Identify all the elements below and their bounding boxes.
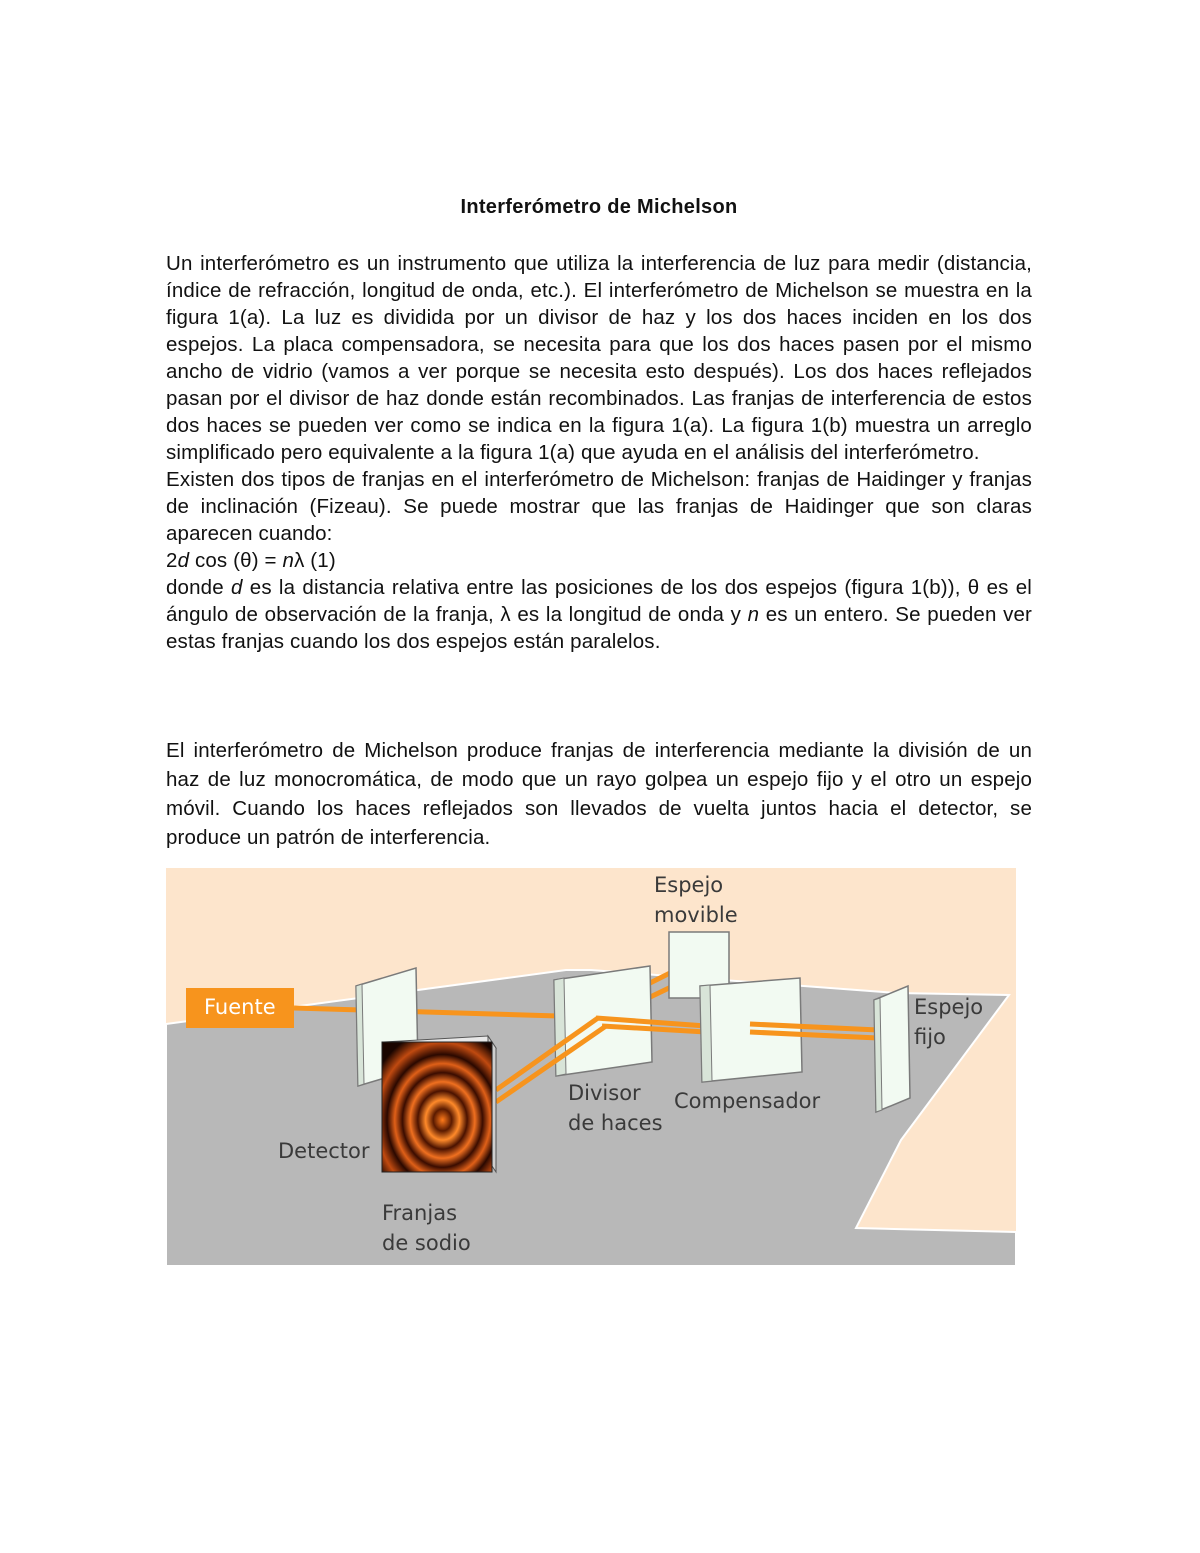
variable-n: n [747,603,760,626]
paragraph-variables [166,574,1032,655]
label-beam-splitter-1: Divisor [568,1081,641,1105]
equation-part: λ (1) [294,549,336,572]
paragraph-michelson-summary: El interferómetro de Michelson produce franjas de interferencia mediante la división de un haz de luz monocromática, de modo que un rayo golpea un espejo fijo y el otro un espejo móvil. Cuando los haces reflejados son llevados de vuelta juntos hacia el detector, se produce un patrón de interferencia. [166,739,1032,849]
text-run: donde [166,576,231,599]
variable-d: d [230,576,243,599]
equation-var-d: d [177,549,190,572]
michelson-interferometer-figure [166,868,1016,1266]
equation-part: cos (θ) = [189,549,283,572]
detector-fringe-pattern [382,1042,492,1172]
label-movable-mirror-1: Espejo [654,873,724,897]
document-body-2 [166,736,1032,852]
figure-illustration [166,868,1016,1266]
paragraph-fringe-types: Existen dos tipos de franjas en el interferómetro de Michelson: franjas de Haidinger y franjas de inclinación (Fizeau). Se puede mostrar que las franjas de Haidinger que son claras aparecen cuando: [166,468,1032,545]
label-fringes-2: de sodio [382,1231,471,1255]
label-beam-splitter-2: de haces [568,1111,663,1135]
equation-part: 2 [166,549,178,572]
label-compensator: Compensador [674,1089,821,1113]
label-source: Fuente [204,995,276,1019]
label-detector: Detector [278,1139,370,1163]
label-fringes-1: Franjas [382,1201,458,1225]
equation-haidinger [166,547,1032,574]
label-movable-mirror-2: movible [654,903,738,927]
text-run: es un entero. Se pueden ver estas franjas cuando los dos espejos están paralelos. [166,603,1033,653]
document-title: Interferómetro de Michelson [460,196,738,218]
paragraph-intro: Un interferómetro es un instrumento que utiliza la interferencia de luz para medir (distancia, índice de refracción, longitud de onda, etc.). El interferómetro de Michelson se muestra en la figura 1(a). La luz es dividida por un divisor de haz y los dos haces inciden en los dos espejos. La placa compensadora, se necesita para que los dos haces pasen por el mismo ancho de vidrio (vamos a ver porque se necesita esto después). Los dos haces reflejados pasan por el divisor de haz donde están recombinados. Las franjas de interferencia de estos dos haces se pueden ver como se indica en la figura 1(a). La figura 1(b) muestra un arreglo simplificado pero equivalente a la figura 1(a) que ayuda en el análisis del interferómetro. [166,252,1032,464]
compensator-plate-edge [700,985,712,1082]
label-fixed-mirror-2: fijo [914,1025,946,1049]
label-fixed-mirror-1: Espejo [914,995,984,1019]
collimator-plate-edge [356,984,364,1086]
document-body [166,250,1032,655]
equation-var-n: n [282,549,295,572]
text-run: es la distancia relativa entre las posiciones de los dos espejos (figura 1(b)), θ es el ángulo de observación de la franja, λ es la longitud de onda y [166,576,1032,626]
fixed-mirror-edge [874,998,882,1112]
